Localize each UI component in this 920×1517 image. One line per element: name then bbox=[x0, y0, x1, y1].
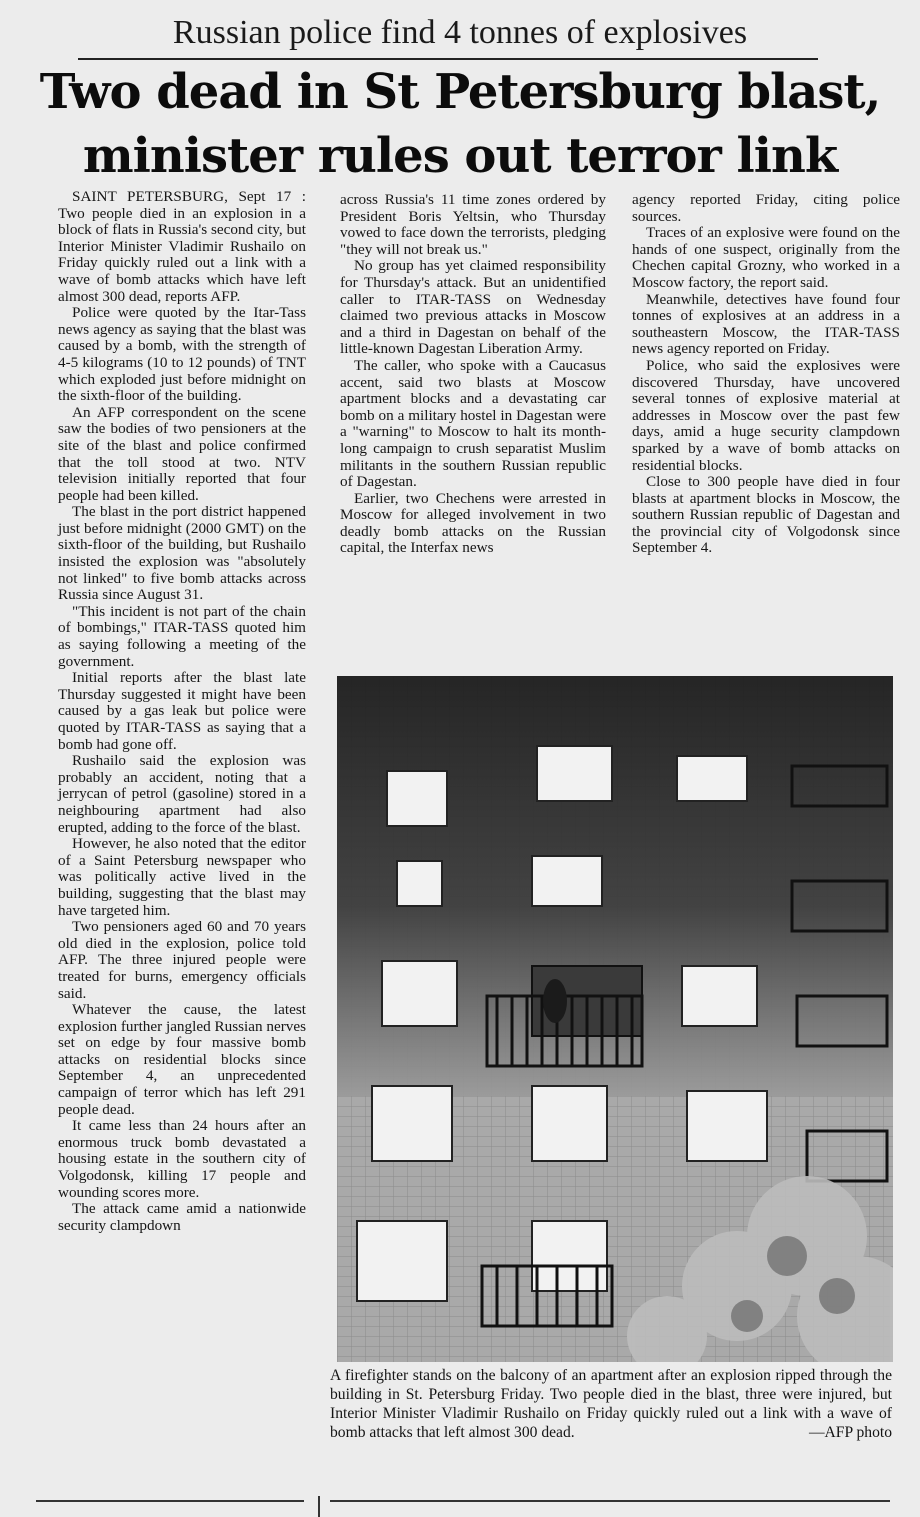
paragraph: Police, who said the explosives were discovered Thursday, have uncovered several tonnes of explosive material at addresses in Moscow over the past few days, amid a huge security clampdown sparked by a wave of bomb attacks on residential blocks. bbox=[632, 356, 900, 474]
paragraph: Earlier, two Chechens were arrested in Moscow for alleged involvement in two deadly bomb attacks on the Russian capital, the Interfax news bbox=[340, 489, 606, 557]
bottom-rule-right bbox=[330, 1500, 890, 1502]
paragraph: across Russia's 11 time zones ordered by President Boris Yeltsin, who Thursday vowed to face down the terrorists, pledging "they will not break us." bbox=[340, 191, 606, 258]
bottom-rule-left bbox=[36, 1500, 304, 1502]
building-facade-illustration bbox=[337, 676, 893, 1362]
paragraph: agency reported Friday, citing police sources. bbox=[632, 191, 900, 225]
paragraph: However, he also noted that the editor of a Saint Petersburg newspaper who was politically active lived in the building, suggesting that the blast may have targeted him. bbox=[58, 835, 306, 919]
column-divider bbox=[318, 1496, 320, 1517]
paragraph: "This incident is not part of the chain of bombings," ITAR-TASS quoted him as saying following a meeting of the government. bbox=[58, 602, 306, 670]
paragraph: It came less than 24 hours after an enormous truck bomb devastated a housing estate in the southern city of Volgodonsk, killing 17 people and wounding scores more. bbox=[58, 1117, 306, 1201]
paragraph: Meanwhile, detectives have found four tonnes of explosives at an address in a southeastern Moscow, the ITAR-TASS news agency reported on Friday. bbox=[632, 290, 900, 358]
headline-line-1: Two dead in St Petersburg blast, bbox=[39, 64, 881, 120]
paragraph: Traces of an explosive were found on the hands of one suspect, originally from the Chechen capital Grozny, who worked in a Moscow factory, the report said. bbox=[632, 224, 900, 291]
headline-line-2: minister rules out terror link bbox=[82, 128, 838, 184]
article-column-2 bbox=[340, 192, 606, 557]
paragraph: Close to 300 people have died in four blasts at apartment blocks in Moscow, the southern Russian republic of Dagestan and the provincial city of Volgodonsk since September 4. bbox=[632, 473, 900, 557]
paragraph: Rushailo said the explosion was probably an accident, noting that a jerrycan of petrol (gasoline) stored in a neighbouring apartment had also erupted, adding to the force of the blast. bbox=[58, 752, 306, 836]
paragraph: The blast in the port district happened just before midnight (2000 GMT) on the sixth-floor of the building, but Rushailo insisted the explosion was "absolutely not linked" to five bomb attacks across Russia since August 31. bbox=[58, 503, 306, 604]
article-column-3 bbox=[632, 192, 900, 557]
paragraph: Whatever the cause, the latest explosion further jangled Russian nerves set on edge by four massive bomb attacks on residential blocks since September 4, an unprecedented campaign of terror which has left 291 people dead. bbox=[58, 1001, 307, 1118]
paragraph: Initial reports after the blast late Thursday suggested it might have been caused by a gas leak but police were quoted by ITAR-TASS as saying that a bomb had gone off. bbox=[58, 669, 306, 753]
photo-caption bbox=[330, 1366, 892, 1442]
paragraph: The caller, who spoke with a Caucasus accent, said two blasts at Moscow apartment blocks and a devastating car bomb on a military hostel in Dagestan were a "warning" to Moscow to halt its month-long campaign to crush separatist Muslim militants in the southern Russian republic of Dagestan. bbox=[340, 356, 606, 491]
paragraph: Police were quoted by the Itar-Tass news agency as saying that the blast was caused by a bomb, with the strength of 4-5 kilograms (10 to 12 pounds) of TNT which exploded just before midnight on the sixth-floor of the building. bbox=[58, 304, 306, 405]
caption-text: A firefighter stands on the balcony of an apartment after an explosion ripped through the building in St. Petersburg Friday. Two people died in the blast, three were injured, but Interior Minister Vladimir Rushailo on Friday quickly ruled out a link with a wave of bomb attacks that left almost 300 dead. bbox=[330, 1367, 892, 1441]
news-photo bbox=[337, 676, 893, 1362]
kicker-underline bbox=[78, 58, 818, 60]
article-column-1 bbox=[58, 189, 306, 1234]
paragraph: Two pensioners aged 60 and 70 years old died in the explosion, police told AFP. The three injured people were treated for burns, emergency officials said. bbox=[58, 918, 306, 1002]
paragraph: No group has yet claimed responsibility for Thursday's attack. But an unidentified caller to ITAR-TASS on Wednesday claimed two previous attacks in Moscow and a third in Dagestan on behalf of the little-known Dagestan Liberation Army. bbox=[340, 257, 606, 358]
photo-credit: —AFP photo bbox=[808, 1424, 892, 1441]
paragraph: The attack came amid a nationwide security clampdown bbox=[58, 1200, 306, 1234]
paragraph: An AFP correspondent on the scene saw the bodies of two pensioners at the site of the blast and police confirmed that the toll stood at two. NTV television initially reported that four people had been killed. bbox=[58, 403, 306, 504]
kicker-headline: Russian police find 4 tonnes of explosives bbox=[172, 14, 748, 51]
paragraph: SAINT PETERSBURG, Sept 17 : Two people died in an explosion in a block of flats in Russia's second city, but Interior Minister Vladimir Rushailo on Friday quickly ruled out a link with a wave of bomb attacks which have left almost 300 dead, reports AFP. bbox=[58, 188, 306, 305]
